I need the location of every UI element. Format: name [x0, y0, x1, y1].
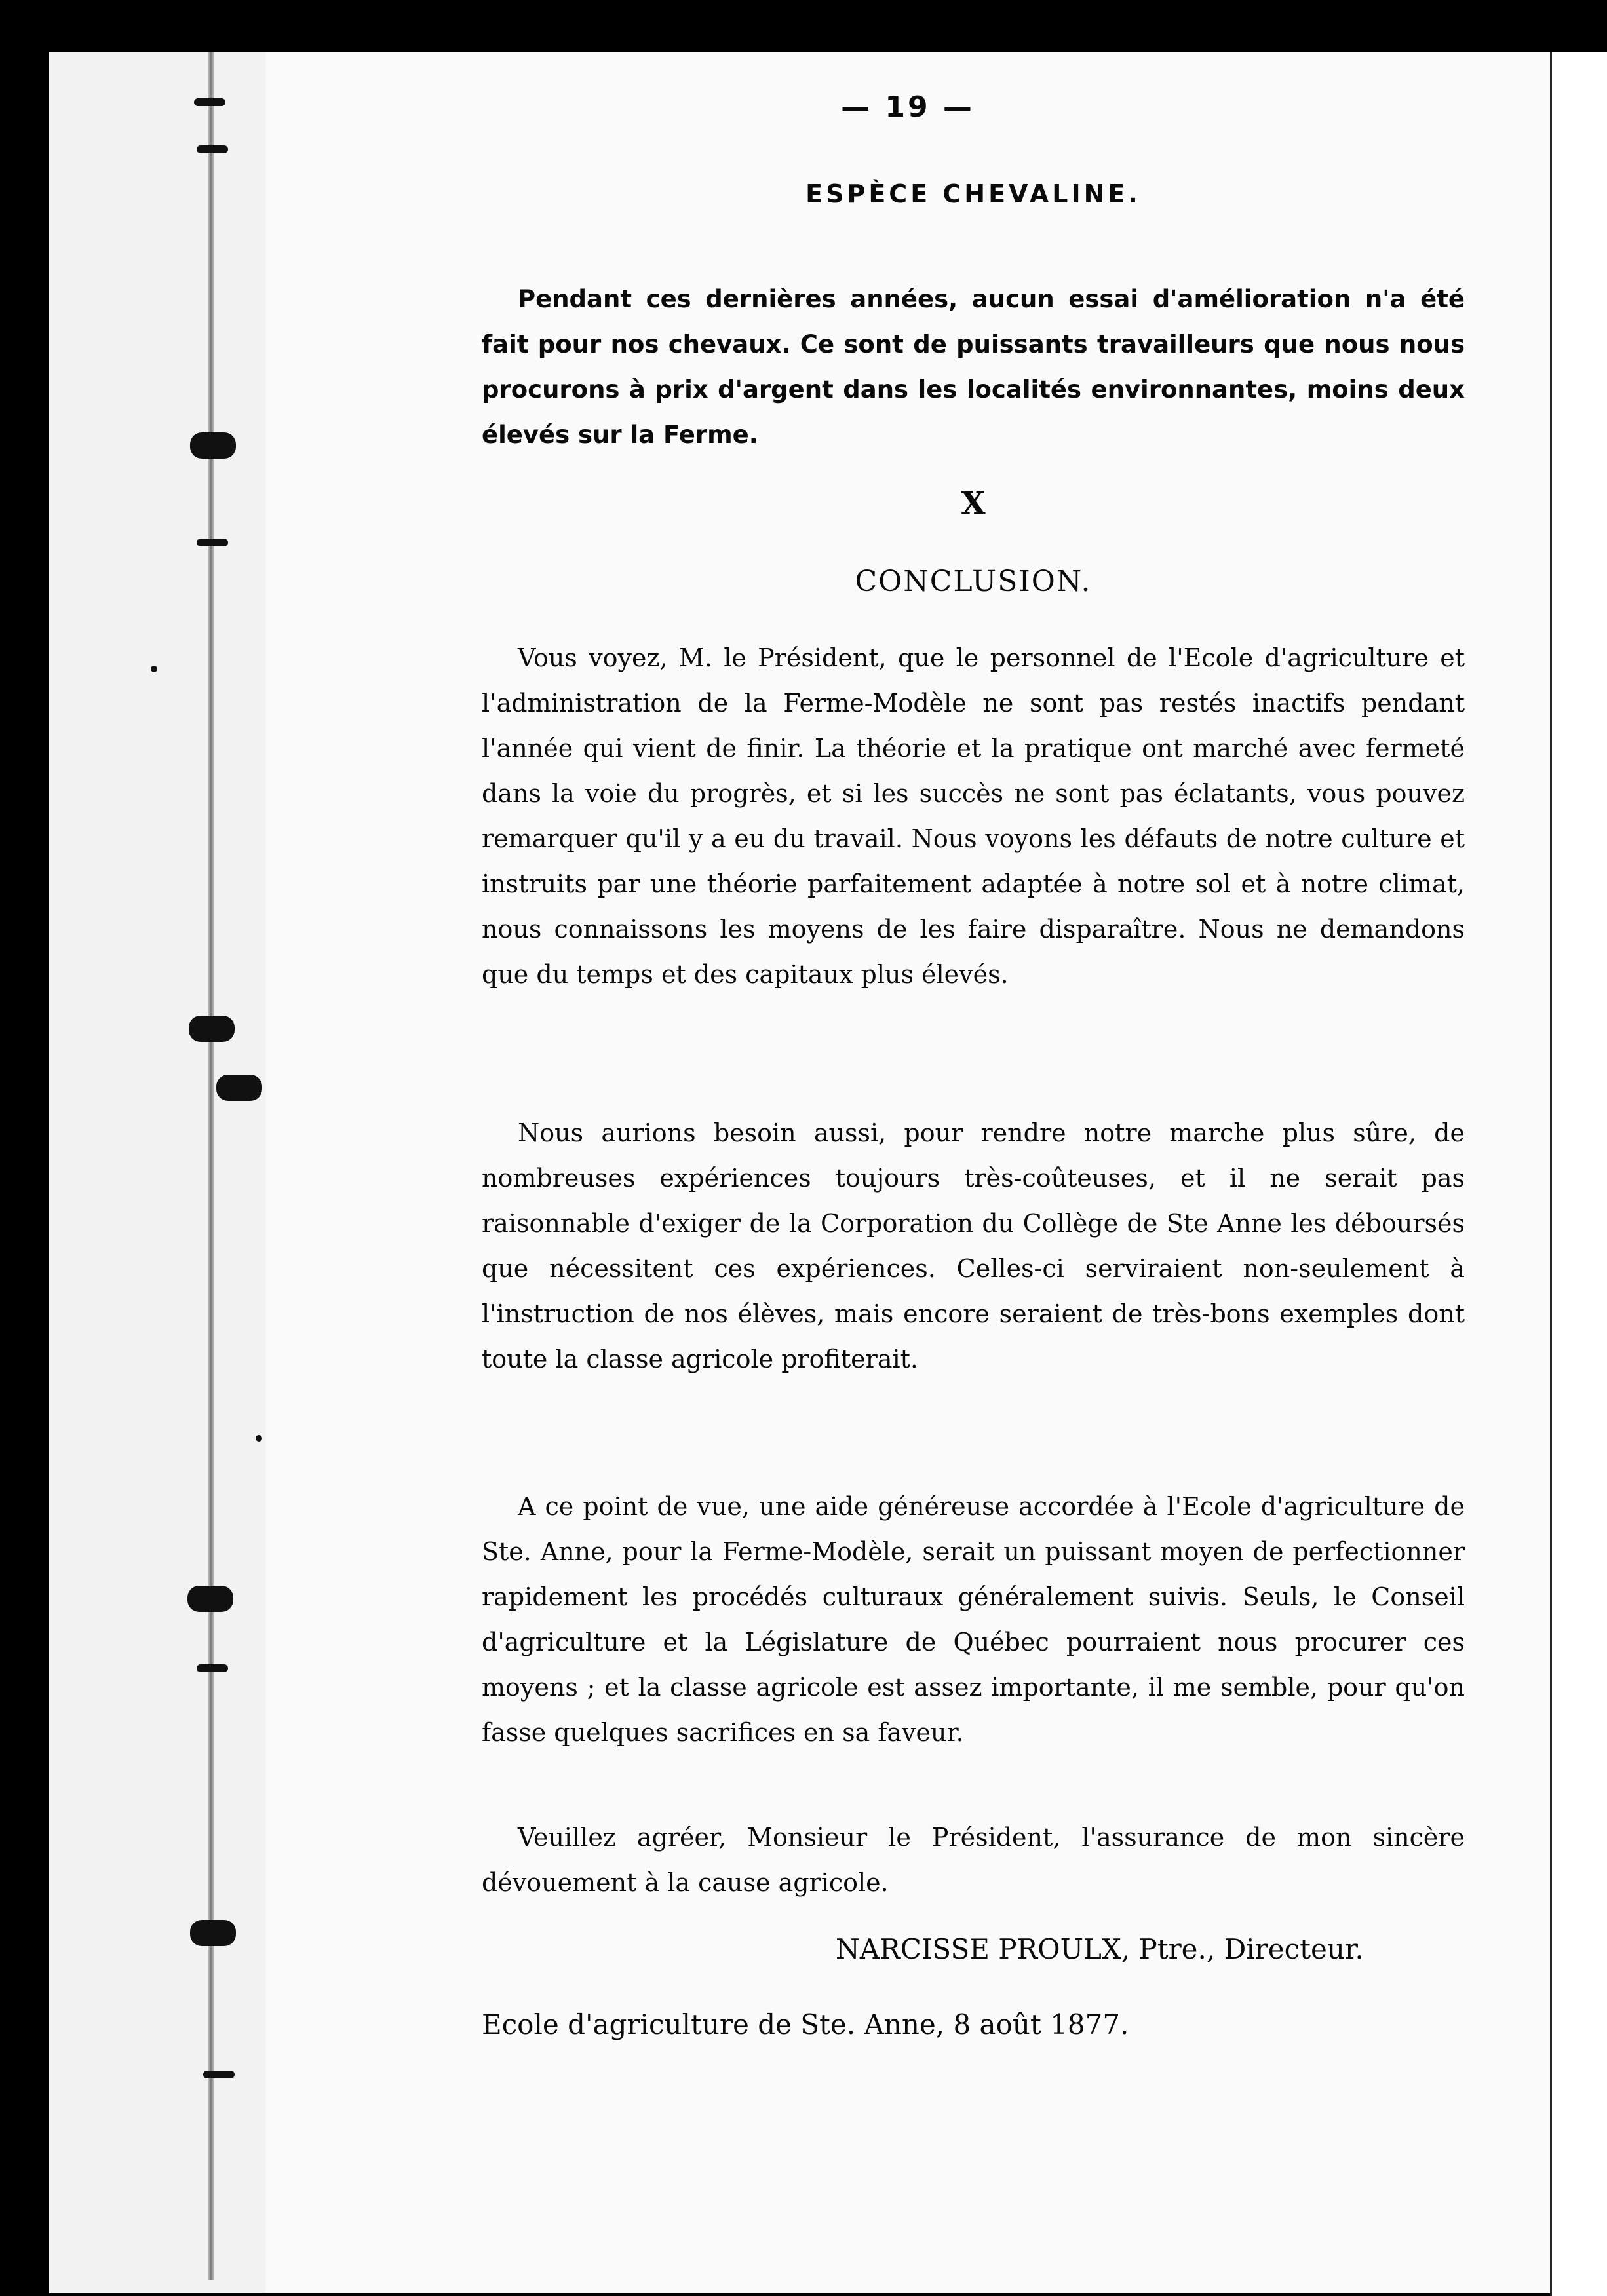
binding-stitch — [203, 2071, 235, 2078]
binding-stitch — [187, 1586, 233, 1612]
binding-spine — [208, 52, 214, 2280]
section-heading-conclusion: CONCLUSION. — [855, 565, 1092, 598]
binding-stitch — [190, 1920, 236, 1946]
page-number: — 19 — — [841, 90, 975, 124]
binding-stitch — [194, 98, 225, 106]
facing-page-edge — [49, 52, 265, 2293]
paragraph-chevaux — [482, 277, 1465, 457]
paragraph-text: Veuillez agréer, Monsieur le Président, l'assurance de mon sincère dévouement à la cause agricole. — [482, 1823, 1465, 1897]
section-numeral: X — [961, 485, 986, 522]
binding-stitch — [190, 432, 236, 459]
scan-border-right — [1550, 52, 1607, 2296]
paragraph-text: A ce point de vue, une aide généreuse accordée à l'Ecole d'agriculture de Ste. Anne, pour la Ferme-Modèle, serait un puissant moyen de perfectionner rapidement les procédés culturaux généralement suivis. Seuls, le Conseil d'agriculture et la Législature de Québec pourraient nous procurer ces moyens ; et la classe agricole est assez importante, il me semble, pour qu'on fasse quelques sacrifices en sa faveur. — [482, 1492, 1465, 1747]
ink-speck — [256, 1435, 262, 1442]
binding-stitch — [216, 1075, 262, 1101]
section-heading-espece-chevaline: ESPÈCE CHEVALINE. — [805, 180, 1141, 208]
paragraph-closing — [482, 1815, 1465, 1905]
scan-border-left — [0, 0, 49, 2296]
dateline: Ecole d'agriculture de Ste. Anne, 8 août 1877. — [482, 2008, 1129, 2040]
paragraph-text: Vous voyez, M. le Président, que le personnel de l'Ecole d'agriculture et l'administration de la Ferme-Modèle ne sont pas restés inactifs pendant l'année qui vient de finir. La théorie et la pratique ont marché avec fermeté dans la voie du progrès, et si les succès ne sont pas éclatants, vous pouvez remarquer qu'il y a eu du travail. Nous voyons les défauts de notre culture et instruits par une théorie parfaitement adaptée à notre sol et à notre climat, nous connaissons les moyens de les faire disparaître. Nous ne demandons que du temps et des capitaux plus élevés. — [482, 643, 1465, 989]
paragraph-conclusion-3 — [482, 1484, 1465, 1755]
document-page — [265, 52, 1550, 2293]
paragraph-text: Pendant ces dernières années, aucun essai d'amélioration n'a été fait pour nos chevaux. Ce sont de puissants travailleurs que nous nous procurons à prix d'argent dans les localités environnantes, moins deux élevés sur la Ferme. — [482, 285, 1465, 449]
binding-stitch — [197, 539, 228, 546]
paragraph-text: Nous aurions besoin aussi, pour rendre notre marche plus sûre, de nombreuses expériences toujours très-coûteuses, et il ne serait pas raisonnable d'exiger de la Corporation du Collège de Ste Anne les déboursés que nécessitent ces expériences. Celles-ci serviraient non-seulement à l'instruction de nos élèves, mais encore seraient de très-bons exemples dont toute la classe agricole profiterait. — [482, 1119, 1465, 1373]
paragraph-conclusion-1 — [482, 636, 1465, 997]
binding-stitch — [189, 1016, 235, 1042]
ink-speck — [151, 666, 157, 672]
paragraph-conclusion-2 — [482, 1111, 1465, 1382]
signature: NARCISSE PROULX, Ptre., Directeur. — [836, 1933, 1364, 1965]
binding-stitch — [197, 145, 228, 153]
binding-stitch — [197, 1664, 228, 1672]
